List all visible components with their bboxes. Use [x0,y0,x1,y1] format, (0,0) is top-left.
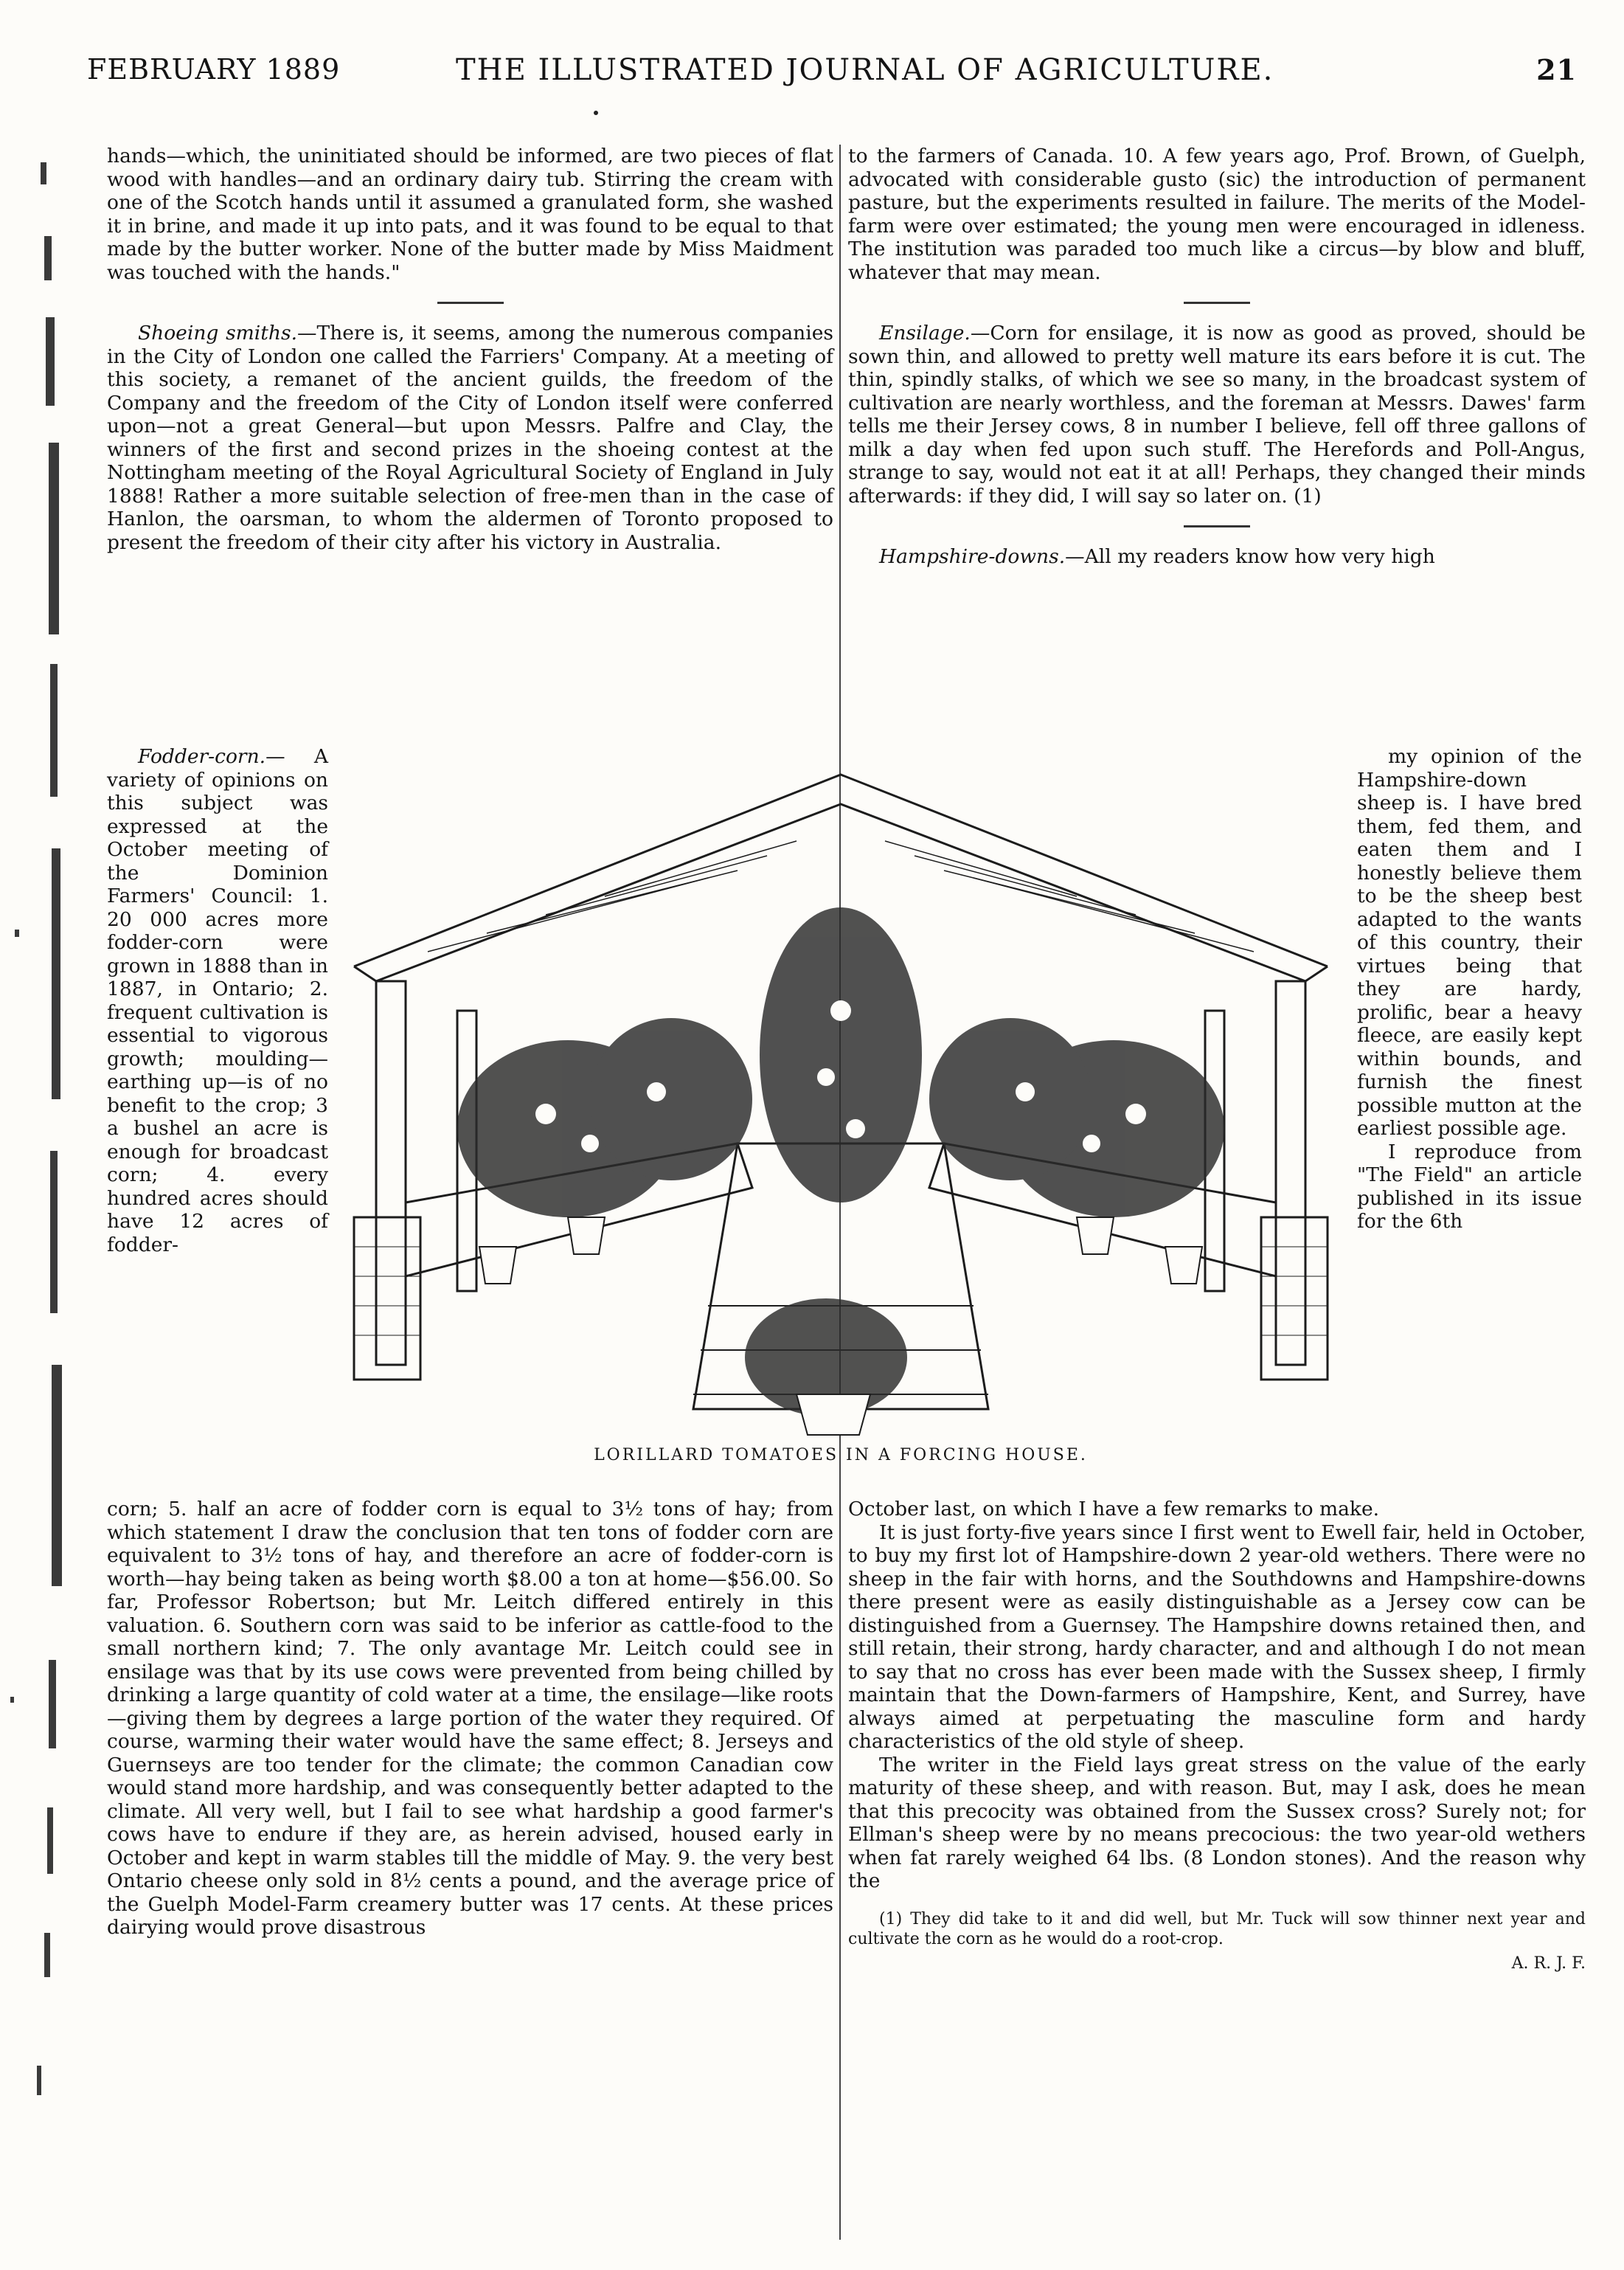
section-rule [1184,302,1250,304]
right-column-top [848,145,1586,569]
paragraph-hampshire-opinion: my opinion of the Hampshire-down sheep is. I have bred them, fed them, and eaten them and I honestly believe them to be the sheep best adapted to the wants of this country, their virtues being that they are hardy, prolific, bear a heavy fleece, are easily kept within bounds, and furnish the finest possible mutton at the earliest possible age. [1357,745,1582,1140]
author-signature: A. R. J. F. [1511,1954,1586,1973]
run-in-title: Shoeing smiths. [138,322,298,345]
paragraph-butter: hands—which, the uninitiated should be informed, are two pieces of flat wood with handles—and an ordinary dairy tub. Stirring the cream with one of the Scotch hands until it assumed a granulated form, she washed it in brine, and made it up into pats, and it was found to be equal to that made by the butter worker. None of the butter made by Miss Maidment was touched with the hands." [107,145,833,284]
paragraph-reproduce: I reproduce from "The Field" an article published in its issue for the 6th [1357,1140,1582,1233]
journal-title: THE ILLUSTRATED JOURNAL OF AGRICULTURE. [456,53,1274,87]
paragraph-shoeing-smiths [107,322,833,554]
paragraph-fodder-corn [107,745,328,1256]
paragraph-ensilage [848,322,1586,508]
left-column-top [107,145,833,554]
figure-forcing-house [325,745,1357,1490]
paragraph-early-maturity: The writer in the Field lays great stress on the value of the early maturity of these sheep, and with reason. But, may I ask, does he mean that this precocity was obtained from the Sussex cross? Surely not; for Ellman's sheep were by no means precocious: the two year-old wethers when fat rarely weighed 64 lbs. (8 London stones). And the reason why the [848,1753,1586,1892]
paragraph-body: —All my readers know how very high [1065,545,1435,568]
paragraph-ewell-fair: It is just forty-five years since I first went to Ewell fair, held in October, to buy my first lot of Hampshire-down 2 year-old wethers. There were no sheep in the fair with horns, and the Southdowns and Hampshire-downs there present were as easily distinguishable as a Jersey cow can be distinguished from a Guernsey. The Hampshire downs retained then, and still retain, their strong, hardy character, and and although I do not mean to say that no cross has ever been made with the Sussex sheep, I firmly maintain that the Down-farmers of Hampshire, Kent, and Surrey, have always aimed at perpetuating the masculine form and hardy characteristics of the old style of sheep. [848,1520,1586,1753]
ink-dot [594,111,598,115]
greenhouse-illustration [325,745,1357,1439]
run-in-title: Ensilage. [879,322,971,345]
run-in-title: Fodder-corn. [138,745,266,768]
paragraph-guelph: to the farmers of Canada. 10. A few years ago, Prof. Brown, of Guelph, advocated with considerable gusto (sic) the introduction of permanent pasture, but the experiments resulted in failure. The merits of the Model-farm were over estimated; the young men were encouraged in idleness. The institution was paraded too much like a circus—by blow and bluff, whatever that may mean. [848,145,1586,284]
running-header [87,53,1577,102]
paragraph-fodder-continued: corn; 5. half an acre of fodder corn is equal to 3½ tons of hay; from which statement I draw the conclusion that ten tons of fodder corn are equivalent to 3½ tons of hay, and therefore an acre of fodder-corn is worth—hay being taken as being worth $8.00 a ton at home—$56.00. So far, Professor Robertson; but Mr. Leitch differed entirely in this valuation. 6. Southern corn was said to be inferior as cattle-food to the small northern kind; 7. The only avantage Mr. Leitch could see in ensilage was that by its use cows were prevented from being chilled by drinking a large quantity of cold water at a time, the ensilage—like roots—giving them by degrees a large portion of the water they required. Of course, warming their water would have the same effect; 8. Jerseys and Guernseys are too tender for the climate; the common Canadian cow would stand more hardship, and was consequently better adapted to the climate. All very well, but I fail to see what hardship a good farmer's cows have to endure if they are, as herein advised, housed early in October and kept in warm stables till the middle of May. 9. the very best Ontario cheese only sold in 8½ cents a pound, and the average price of the Guelph Model-Farm creamery butter was 17 cents. At these prices dairying would prove disastrous [107,1498,833,1939]
binding-edge [0,0,81,2270]
paragraph-body: — A variety of opinions on this subject was expressed at the October meeting of the Dominion Farmers' Council: 1. 20 000 acres more fodder-corn were grown in 1888 than in 1887, in Ontario; 2. frequent cultivation is essential to vigorous growth; moulding—earthing up—is of no benefit to the crop; 3 a bushel an acre is enough for broadcast corn; 4. every hundred acres should have 12 acres of fodder- [107,745,328,1256]
run-in-title: Hampshire-downs. [879,545,1066,568]
section-rule [1184,525,1250,527]
paragraph-october: October last, on which I have a few remarks to make. [848,1498,1380,1520]
paragraph-hampshire-intro [848,545,1586,569]
figure-caption: LORILLARD TOMATOES IN A FORCING HOUSE. [594,1446,1088,1464]
right-column-bottom [848,1498,1586,1975]
paragraph-body: —There is, it seems, among the numerous companies in the City of London one called the Farriers' Company. At a meeting of this society, a remanet of the ancient guilds, the freedom of the Company and the freedom of the City of London itself were conferred upon—not a great General—but upon Messrs. Palfre and Clay, the winners of the first and second prizes in the shoeing contest at the Nottingham meeting of the Royal Agricultural Society of England in July 1888! Rather a more suitable selection of free-men than in the case of Hanlon, the oarsman, to whom the aldermen of Toronto proposed to present the freedom of their city after his victory in Australia. [107,322,833,554]
section-rule [437,302,504,304]
left-column-bottom [107,1498,833,1939]
paragraph-body: —Corn for ensilage, it is now as good as proved, should be sown thin, and allowed to pretty well mature its ears before it is cut. The thin, spindly stalks, of which we see so many, in the broadcast system of cultivation are nearly worthless, and the foreman at Messrs. Dawes' farm tells me their Jersey cows, 8 in number I believe, fell off three gallons of milk a day when fed upon such stuff. The Herefords and Poll-Angus, strange to say, would not eat it at all! Perhaps, they changed their minds afterwards: if they did, I will say so later on. (1) [848,322,1586,508]
footnote: (1) They did take to it and did well, but Mr. Tuck will sow thinner next year and cultivate the corn as he would do a root-crop. [848,1909,1586,1948]
hampshire-wrap [1357,745,1582,1233]
fodder-corn-wrap [107,745,328,1256]
header-date: FEBRUARY 1889 [87,53,341,86]
page-number: 21 [1536,53,1577,86]
